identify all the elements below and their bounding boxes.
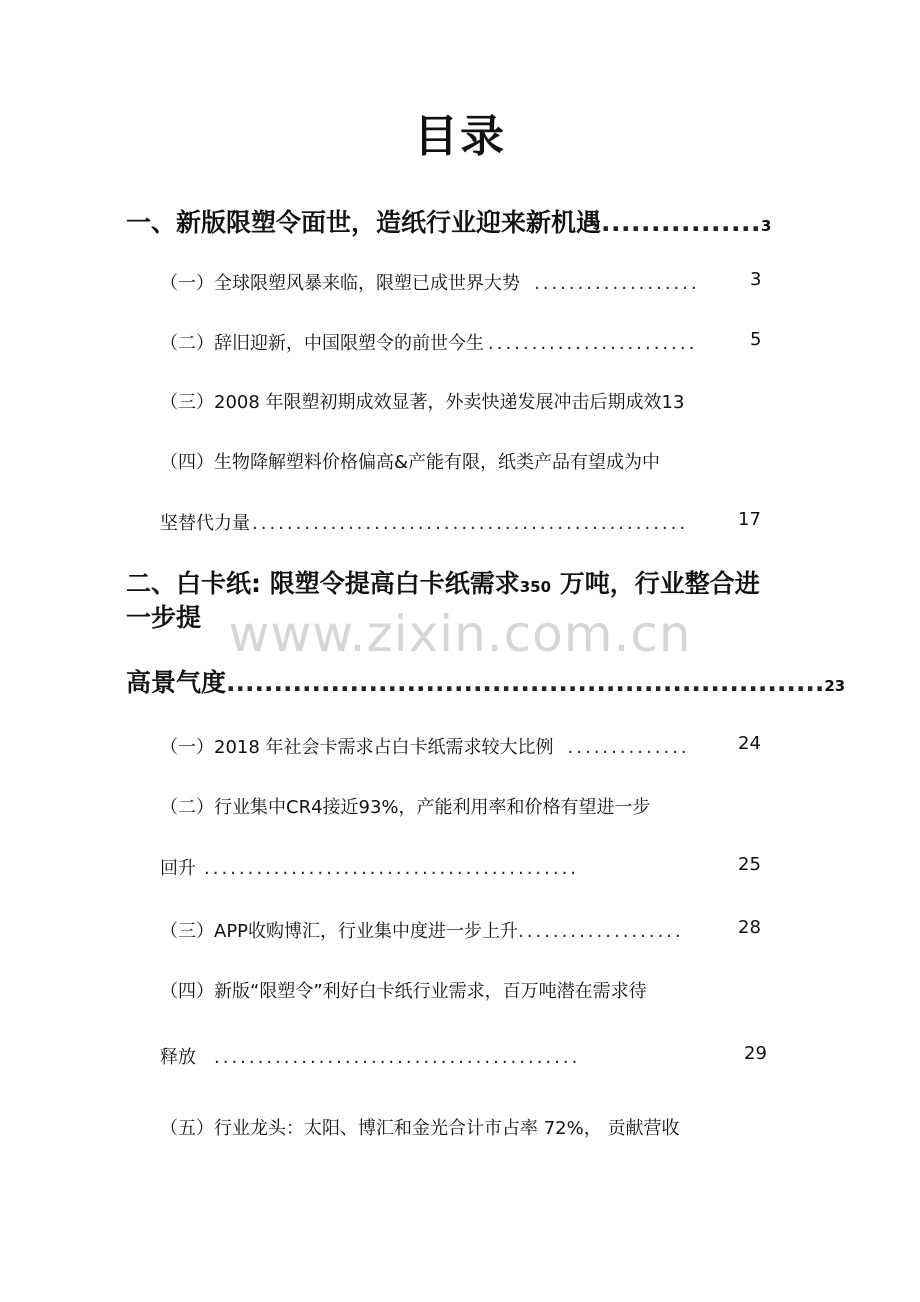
toc-section-2-label-a: 二、白卡纸: 限塑令提高白卡纸需求 <box>126 569 520 598</box>
page-title: 目录 <box>414 111 506 162</box>
toc-item-label: （二）行业集中CR4接近93%，产能利用率和价格有望进一步 <box>160 797 651 818</box>
toc-item-2-2[interactable] <box>160 793 651 819</box>
toc-page-number: 24 <box>738 733 761 754</box>
toc-page-number: 23 <box>824 677 846 695</box>
toc-section-1[interactable] <box>126 203 771 239</box>
toc-section-2-line3[interactable] <box>126 663 845 699</box>
toc-page-number: 17 <box>738 509 761 530</box>
toc-item-label: （二）辞旧迎新，中国限塑令的前世今生 <box>160 333 484 354</box>
toc-leader-dots: ................ <box>601 208 761 237</box>
toc-page-number: 5 <box>750 329 762 350</box>
toc-leader-dots: ........................................... <box>204 858 580 879</box>
toc-item-label: （四）生物降解塑料价格偏高&产能有限，纸类产品有望成为中 <box>160 452 661 473</box>
toc-item-label-cont: 回升 <box>160 858 196 879</box>
toc-item-label: （一）全球限塑风暴来临，限塑已成世界大势 <box>160 273 520 294</box>
toc-page-number: 25 <box>738 854 761 875</box>
toc-page-number: 3 <box>750 269 762 290</box>
toc-page-number: 3 <box>760 217 772 235</box>
toc-item-2-2-cont[interactable] <box>160 854 579 880</box>
toc-section-2-label-b: 万吨，行业整合进 <box>551 569 760 598</box>
toc-item-2-1[interactable] <box>160 733 690 759</box>
toc-item-2-4-cont[interactable] <box>160 1043 580 1069</box>
toc-item-label-cont: 坚替代力量 <box>160 513 250 534</box>
toc-section-2-number: 350 <box>519 578 552 596</box>
toc-item-1-2[interactable] <box>160 329 697 355</box>
toc-section-2[interactable] <box>126 564 760 600</box>
toc-item-1-4[interactable] <box>160 448 660 474</box>
toc-item-label: （三）2008 年限塑初期成效显著，外卖快递发展冲击后期成效13 <box>160 392 685 413</box>
toc-leader-dots: .................................................. <box>252 513 689 534</box>
toc-item-label: （五）行业龙头：太阳、博汇和金光合计市占率 72%， 贡献营收 <box>160 1118 680 1139</box>
toc-item-label: （四）新版“限塑令”利好白卡纸行业需求，百万吨潜在需求待 <box>160 981 647 1002</box>
toc-item-1-3[interactable] <box>160 388 684 414</box>
toc-item-2-5[interactable] <box>160 1114 679 1140</box>
toc-leader-dots: ................... <box>518 921 684 942</box>
toc-section-2-label-c: 高景气度 <box>126 668 227 697</box>
toc-page-number: 29 <box>744 1043 767 1064</box>
toc-item-label: （三）APP收购博汇，行业集中度进一步上升 <box>160 921 519 942</box>
toc-leader-dots: .............. <box>567 737 690 758</box>
toc-section-1-label: 一、新版限塑令面世，造纸行业迎来新机遇 <box>126 208 602 237</box>
toc-leader-dots: ............................................................... <box>226 668 825 697</box>
toc-item-label: （一）2018 年社会卡需求占白卡纸需求较大比例 <box>160 737 554 758</box>
toc-page-number: 28 <box>738 917 761 938</box>
toc-item-2-3[interactable] <box>160 917 684 943</box>
toc-item-label-cont: 释放 <box>160 1047 196 1068</box>
watermark: www.zixin.com.cn <box>228 605 692 663</box>
toc-leader-dots: .......................................... <box>214 1047 581 1068</box>
toc-item-1-1[interactable] <box>160 269 700 295</box>
toc-item-1-4-cont[interactable] <box>160 509 688 535</box>
toc-section-2-line2: 一步提 <box>126 603 202 632</box>
toc-item-2-4[interactable] <box>160 977 647 1003</box>
toc-leader-dots: ........................ <box>488 333 698 354</box>
toc-leader-dots: ................... <box>534 273 700 294</box>
